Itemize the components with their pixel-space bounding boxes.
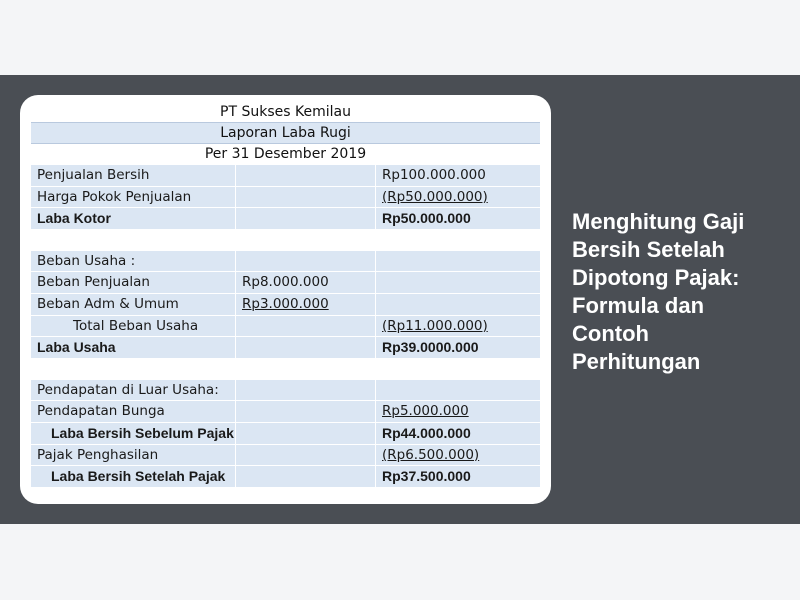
- report-image-card: [20, 95, 551, 504]
- statement-table: [31, 165, 540, 488]
- table-row: [31, 380, 540, 402]
- row-subvalue: Rp3.000.000: [236, 294, 376, 315]
- row-label: Laba Bersih Setelah Pajak: [31, 466, 236, 487]
- table-row: [31, 316, 540, 338]
- table-row: [31, 423, 540, 445]
- row-label: Beban Usaha :: [31, 251, 236, 272]
- income-statement: [31, 102, 540, 488]
- row-label: Laba Kotor: [31, 208, 236, 229]
- row-value: Rp44.000.000: [382, 424, 471, 441]
- row-label: Beban Penjualan: [31, 272, 236, 293]
- row-label: Beban Adm & Umum: [31, 294, 236, 315]
- row-label: Harga Pokok Penjualan: [31, 187, 236, 208]
- row-value: Rp50.000.000: [382, 210, 471, 227]
- spacer-row: [31, 230, 540, 251]
- row-label: Penjualan Bersih: [31, 165, 236, 186]
- row-value: (Rp11.000.000): [382, 317, 488, 334]
- row-value: Rp37.500.000: [382, 468, 471, 485]
- spacer-row: [31, 359, 540, 380]
- row-label: Laba Bersih Sebelum Pajak: [31, 423, 236, 444]
- row-label: Laba Usaha: [31, 337, 236, 358]
- table-row: [31, 337, 540, 359]
- report-title: Laporan Laba Rugi: [31, 122, 540, 144]
- table-row: [31, 401, 540, 423]
- row-label: Total Beban Usaha: [31, 316, 236, 337]
- row-label: Pendapatan Bunga: [31, 401, 236, 422]
- table-row: [31, 294, 540, 316]
- row-label: Pendapatan di Luar Usaha:: [31, 380, 236, 401]
- table-row: [31, 208, 540, 230]
- row-label: Pajak Penghasilan: [31, 445, 236, 466]
- table-row: [31, 445, 540, 467]
- article-headline[interactable]: Menghitung Gaji Bersih Setelah Dipotong Pajak: Formula dan Contoh Perhitungan: [572, 209, 745, 374]
- table-row: [31, 466, 540, 488]
- row-value: Rp5.000.000: [382, 403, 469, 420]
- row-value: (Rp6.500.000): [382, 446, 480, 463]
- row-value: Rp39.0000.000: [382, 339, 479, 356]
- row-value: (Rp50.000.000): [382, 188, 488, 205]
- table-row: [31, 187, 540, 209]
- table-row: [31, 251, 540, 273]
- company-name: PT Sukses Kemilau: [31, 102, 540, 122]
- row-value: Rp100.000.000: [382, 167, 486, 183]
- table-row: [31, 272, 540, 294]
- row-subvalue: Rp8.000.000: [236, 272, 376, 293]
- report-period: Per 31 Desember 2019: [31, 144, 540, 164]
- table-row: [31, 165, 540, 187]
